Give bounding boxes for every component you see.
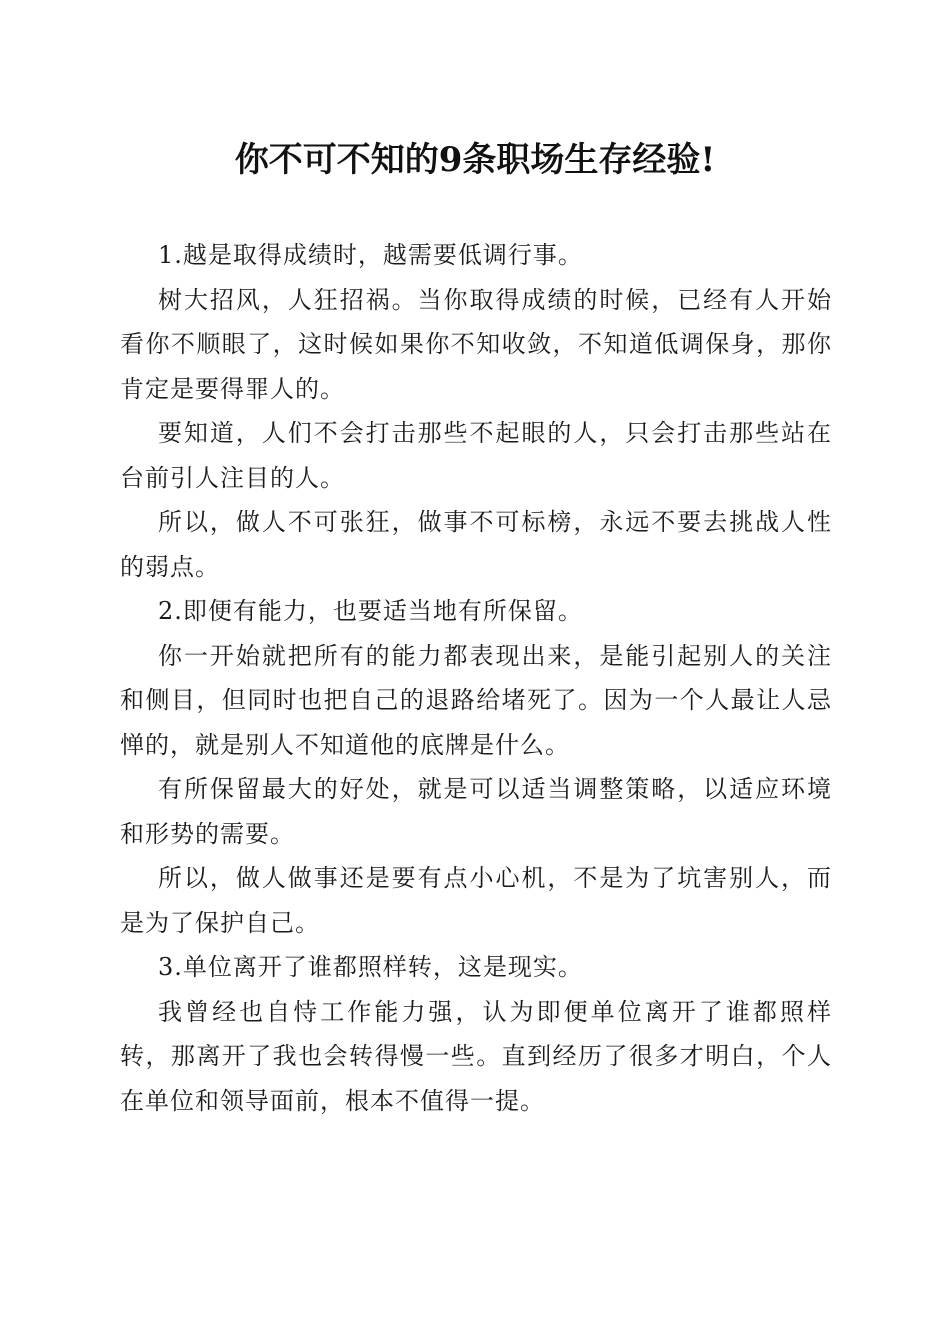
paragraph-heading-2: 2.即便有能力，也要适当地有所保留。	[158, 597, 583, 625]
paragraph: 你一开始就把所有的能力都表现出来，是能引起别人的关注和侧目，但同时也把自己的退路给堵死了。因为一个人最让人忌惮的，就是别人不知道他的底牌是什么。	[120, 641, 832, 759]
paragraph-heading-3: 3.单位离开了谁都照样转，这是现实。	[158, 953, 583, 981]
paragraph: 树大招风，人狂招祸。当你取得成绩的时候，已经有人开始看你不顺眼了，这时候如果你不知收敛，不知道低调保身，那你肯定是要得罪人的。	[120, 285, 832, 403]
paragraph-heading-1: 1.越是取得成绩时，越需要低调行事。	[158, 241, 583, 269]
paragraph: 所以，做人做事还是要有点小心机，不是为了坑害别人，而是为了保护自己。	[120, 864, 832, 937]
document-body	[120, 233, 832, 1123]
document-title: 你不可不知的9条职场生存经验!	[234, 140, 716, 180]
paragraph: 我曾经也自恃工作能力强，认为即便单位离开了谁都照样转，那离开了我也会转得慢一些。直到经历了很多才明白，个人在单位和领导面前，根本不值得一提。	[120, 997, 832, 1115]
paragraph: 所以，做人不可张狂，做事不可标榜，永远不要去挑战人性的弱点。	[120, 508, 832, 581]
paragraph: 要知道，人们不会打击那些不起眼的人，只会打击那些站在台前引人注目的人。	[120, 419, 832, 492]
paragraph: 有所保留最大的好处，就是可以适当调整策略，以适应环境和形势的需要。	[120, 775, 832, 848]
